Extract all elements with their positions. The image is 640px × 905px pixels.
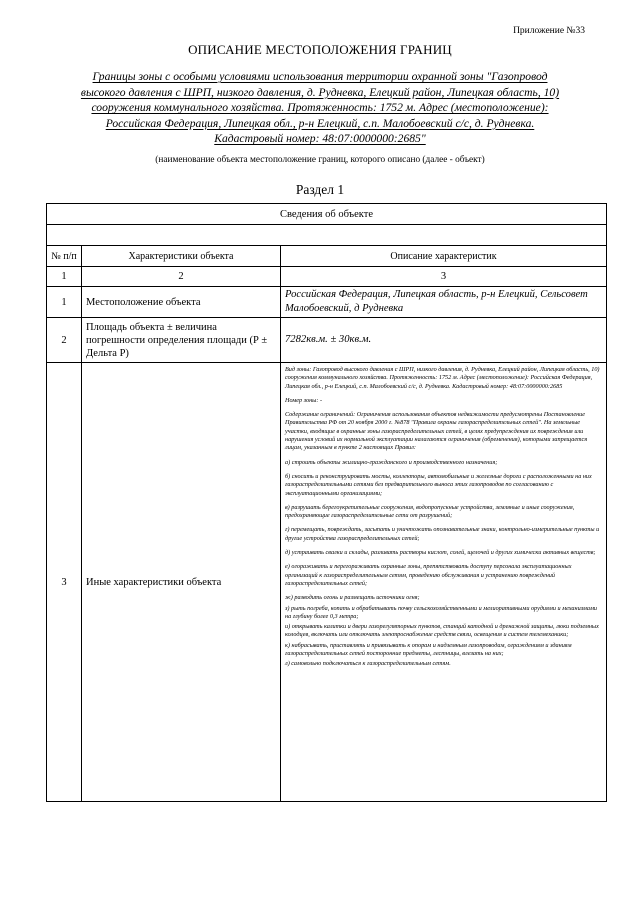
table-blank-row — [47, 225, 607, 246]
description-paragraph: г) перемещать, повреждать, засыпать и уничтожать опознавательные знаки, контрольно-измерительные пункты и другие устройства газораспределительных сетей; — [285, 526, 600, 542]
column-number: 3 — [281, 267, 607, 287]
description-paragraph: к) набрасывать, приставлять и привязывать к опорам и надземным газопроводам, ограждениям и зданиям газораспределительных сетей посторонние предметы, лестницы, влезать на них; — [285, 641, 572, 658]
description-paragraph: е) огораживать и перегораживать охранные зоны, препятствовать доступу персонала эксплуатационных организаций к газораспределительным сетям, проведению обслуживания и устранению повреждений газораспределительных сетей; — [285, 563, 572, 587]
column-header-number: № п/п — [47, 246, 82, 267]
row-value: 7282кв.м. ± 30кв.м. — [281, 318, 607, 363]
subject-line: сооружения коммунального хозяйства. Протяженность: 1752 м. Адрес (местоположение): — [91, 101, 549, 115]
description-paragraph: б) сносить и реконструировать мосты, коллекторы, автомобильные и железные дороги с расположенными на них газораспределительными сетями без предварительного выноса этих газопроводов по согласованию с эксплуатационными организациями; — [285, 472, 592, 497]
row-number: 2 — [47, 318, 82, 363]
description-paragraph: Содержание ограничений: Ограничения использования объектов недвижимости предусмотрены Постановление Правительства РФ от 20 ноября 2000 г. №878 "Правила охраны газораспределительных сетей". На земельные участки, входящие в охранные зоны газораспределительных сетей, в целях предупреждения их повреждения или нарушения условий их нормальной эксплуатации налагаются ограничения (обременения), которыми запрещается лицам, указанным в пункте 2 настоящих Правил: — [285, 411, 588, 452]
table-column-numbers — [47, 267, 607, 287]
table-row — [47, 318, 607, 363]
description-paragraph: л) самовольно подключаться к газораспределительным сетям. — [285, 660, 451, 668]
table-row — [47, 363, 607, 802]
column-number: 1 — [47, 267, 82, 287]
column-header-description: Описание характеристик — [281, 246, 607, 267]
subject-line: высокого давления с ШРП, низкого давления, д. Рудневка, Елецкий район, Липецкая область, 10) — [80, 85, 560, 99]
description-paragraph: ж) разводить огонь и размещать источники огня; — [285, 594, 420, 602]
table-row — [47, 287, 607, 318]
row-number: 1 — [47, 287, 82, 318]
description-paragraph: в) разрушать берегоукрепительные сооружения, водопропускные устройства, земляные и иные сооружения, предохраняющие газораспределительные сети от разрушений; — [285, 503, 575, 520]
row-label: Иные характеристики объекта — [82, 363, 281, 802]
row-value: Российская Федерация, Липецкая область, р-н Елецкий, Сельсовет Малобоевский, д Рудневка — [281, 287, 607, 318]
document-title: ОПИСАНИЕ МЕСТОПОЛОЖЕНИЯ ГРАНИЦ — [188, 42, 452, 57]
object-info-table — [46, 203, 607, 802]
object-subject — [55, 69, 585, 147]
section-title: Раздел 1 — [295, 182, 345, 197]
row-number: 3 — [47, 363, 82, 802]
description-paragraph: д) устраивать свалки и склады, разливать растворы кислот, солей, щелочей и других химически активных веществ; — [285, 549, 596, 557]
subject-note: (наименование объекта местоположение границ, которого описано (далее - объект) — [155, 155, 485, 165]
row-label: Площадь объекта ± величина погрешности определения площади (Р ± Дельта Р) — [82, 318, 281, 363]
subject-line: Российская Федерация, Липецкая обл., р-н Елецкий, с.п. Малобоевский с/с, д. Рудневка. — [105, 116, 535, 130]
description-paragraph: Вид зоны: Газопровод высокого давления с ШРП, низкого давления, д. Рудневка, Елецкий район, Липецкая область, 10) сооружения коммунального хозяйства. Протяженность: 1752 м. Адрес (местоположение): Российская Федерация, Липецкая обл., р-н Елецкий, с.п. Малобоевский с/с, д. Рудневка. Кадастровый номер: 48:07:0000000:2685 — [285, 366, 600, 390]
description-paragraph: и) открывать калитки и двери газорегуляторных пунктов, станций катодной и дренажной защиты, люки подземных колодцев, включать или отключать электроснабжение средств связи, освещения и систем телемеханики; — [285, 623, 599, 639]
row-label: Местоположение объекта — [82, 287, 281, 318]
row-value-description — [281, 363, 607, 802]
appendix-label: Приложение №33 — [513, 26, 585, 36]
description-paragraph: Номер зоны: - — [285, 396, 323, 404]
column-header-characteristic: Характеристики объекта — [82, 246, 281, 267]
column-number: 2 — [82, 267, 281, 287]
table-heading: Сведения об объекте — [47, 204, 607, 225]
subject-line: Кадастровый номер: 48:07:0000000:2685" — [214, 132, 426, 146]
description-paragraph: з) рыть погреба, копать и обрабатывать почву сельскохозяйственными и мелиоративными орудиями и механизмами на глубину более 0,3 метра; — [285, 604, 598, 620]
description-paragraph: а) строить объекты жилищно-гражданского и производственного назначения; — [285, 458, 498, 466]
subject-line: Границы зоны с особыми условиями использования территории охранной зоны "Газопровод — [92, 70, 548, 83]
table-column-headers — [47, 246, 607, 267]
